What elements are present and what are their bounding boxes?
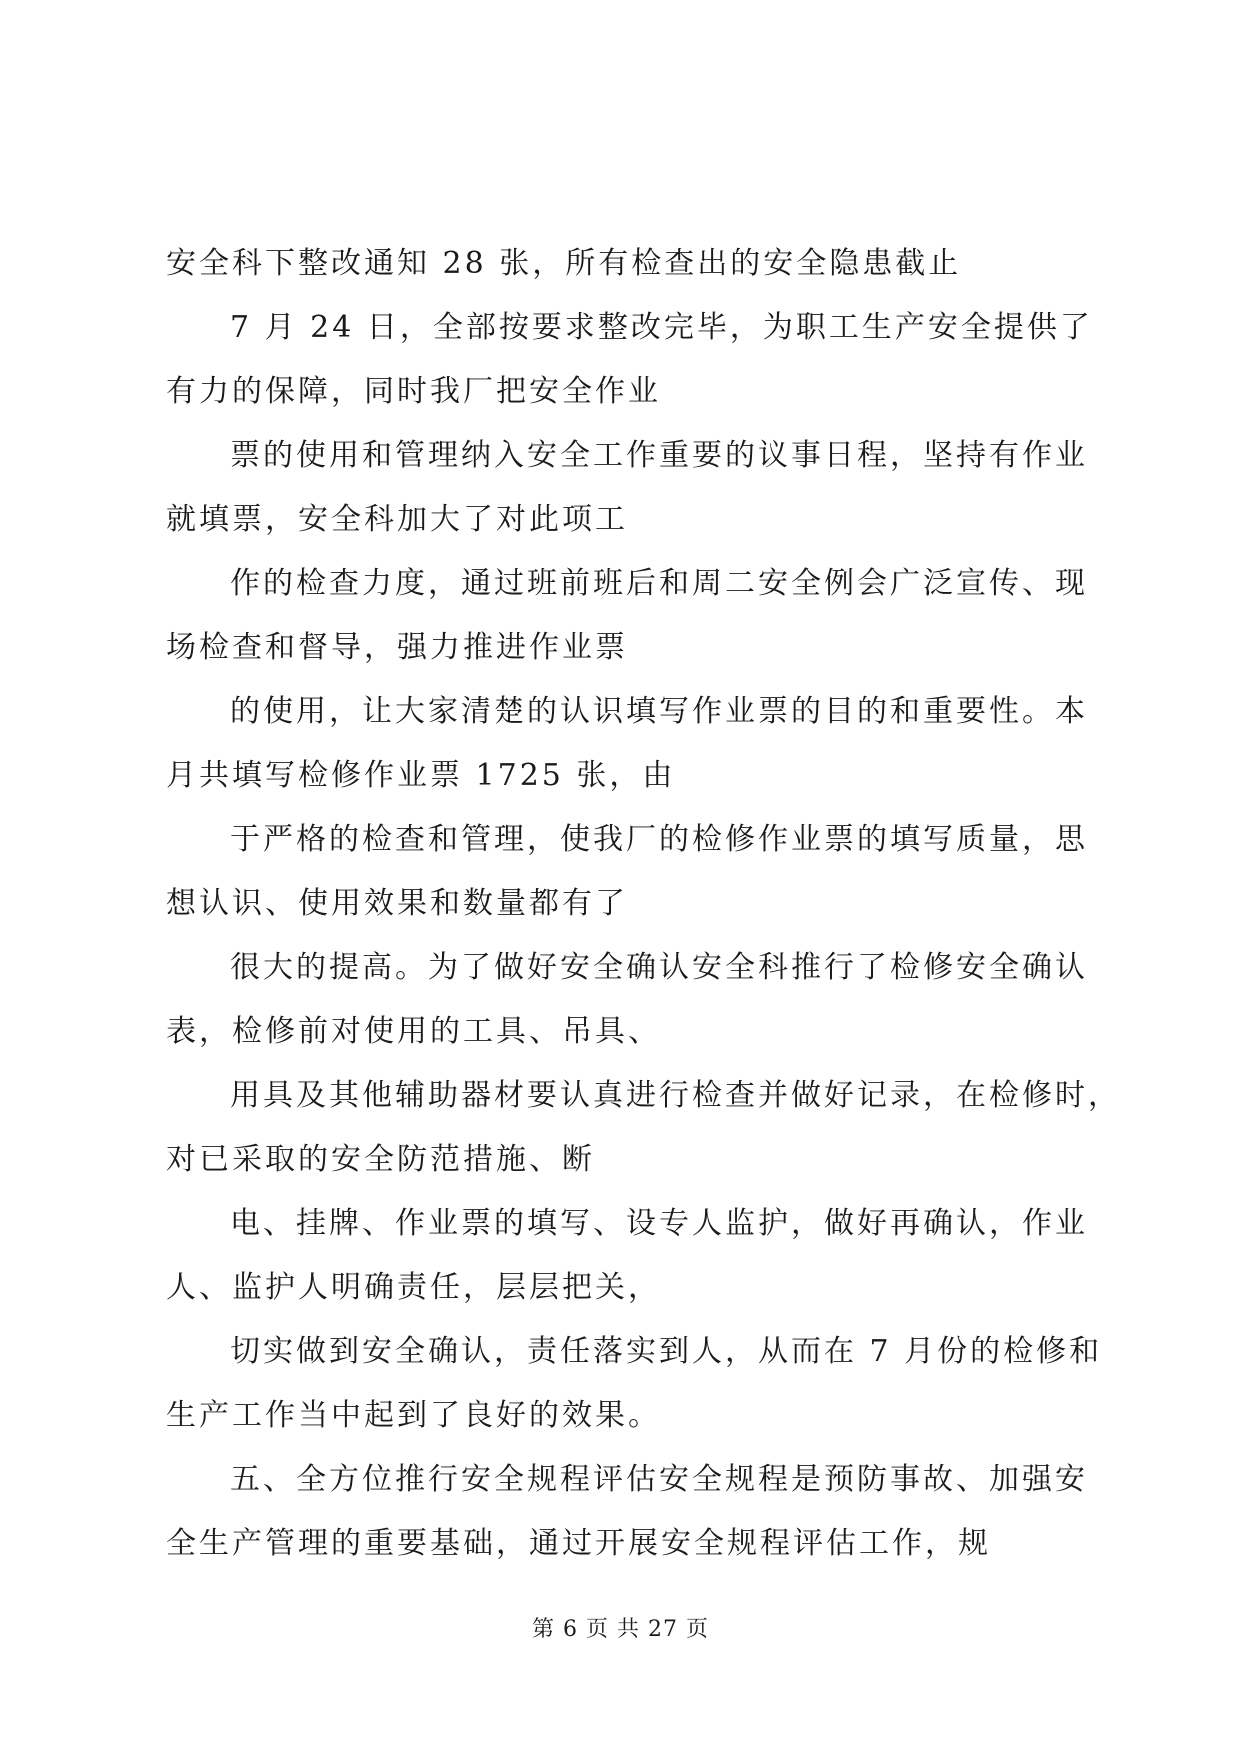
text-line: 于严格的检查和管理，使我厂的检修作业票的填写质量，思 [230, 822, 1088, 857]
text-line: 月共填写检修作业票 1725 张，由 [166, 758, 676, 793]
text-line: 安全科下整改通知 28 张，所有检查出的安全隐患截止 [166, 246, 962, 281]
text-line: 用具及其他辅助器材要认真进行检查并做好记录，在检修时， [230, 1078, 1121, 1113]
text-line: 作的检查力度，通过班前班后和周二安全例会广泛宣传、现 [230, 566, 1088, 601]
text-line: 五、全方位推行安全规程评估安全规程是预防事故、加强安 [230, 1462, 1088, 1497]
text-line: 有力的保障，同时我厂把安全作业 [166, 374, 661, 409]
text-line: 7 月 24 日，全部按要求整改完毕，为职工生产安全提供了 [230, 310, 1093, 345]
text-line: 的使用，让大家清楚的认识填写作业票的目的和重要性。本 [230, 694, 1088, 729]
text-line: 表，检修前对使用的工具、吊具、 [166, 1014, 661, 1049]
text-line: 场检查和督导，强力推进作业票 [166, 630, 628, 665]
text-line: 想认识、使用效果和数量都有了 [166, 886, 628, 921]
text-line: 很大的提高。为了做好安全确认安全科推行了检修安全确认 [230, 950, 1088, 985]
text-line: 切实做到安全确认，责任落实到人，从而在 7 月份的检修和 [230, 1334, 1103, 1369]
page-number-footer: 第 6 页 共 27 页 [532, 1617, 709, 1642]
document-body [166, 232, 1121, 1576]
text-line: 对已采取的安全防范措施、断 [166, 1142, 595, 1177]
text-line: 全生产管理的重要基础，通过开展安全规程评估工作，规 [166, 1526, 991, 1561]
text-line: 电、挂牌、作业票的填写、设专人监护，做好再确认，作业 [230, 1206, 1088, 1241]
text-line: 人、监护人明确责任，层层把关， [166, 1270, 661, 1305]
text-line: 就填票，安全科加大了对此项工 [166, 502, 628, 537]
text-line: 票的使用和管理纳入安全工作重要的议事日程，坚持有作业 [230, 438, 1088, 473]
text-line: 生产工作当中起到了良好的效果。 [166, 1398, 661, 1433]
